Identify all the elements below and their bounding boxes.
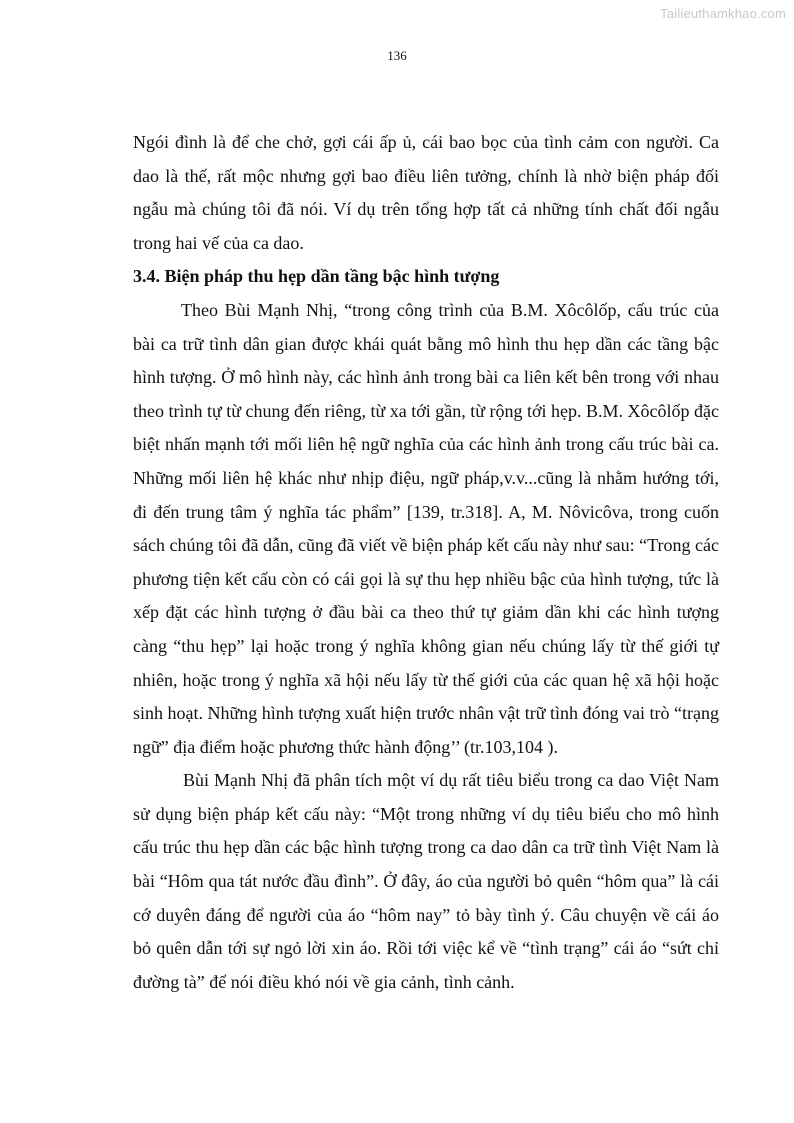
paragraph-3: Bùi Mạnh Nhị đã phân tích một ví dụ rất tiêu biểu trong ca dao Việt Nam sử dụng biện pháp kết cấu này: “Một trong những ví dụ tiêu biểu cho mô hình cấu trúc thu hẹp dần các bậc hình tượng trong ca dao dân ca trữ tình Việt Nam là bài “Hôm qua tát nước đầu đình”. Ở đây, áo của người bỏ quên “hôm qua” là cái cớ duyên đáng để người của áo “hôm nay” tỏ bày tình ý. Câu chuyện về cái áo bỏ quên dẫn tới sự ngỏ lời xin áo. Rồi tới việc kể về “tình trạng” cái áo “sứt chỉ đường tà” để nói điều khó nói về gia cảnh, tình cảnh. (133, 770, 719, 992)
paragraph-2: Theo Bùi Mạnh Nhị, “trong công trình của B.M. Xôcôlốp, cấu trúc của bài ca trữ tình dân gian được khái quát bằng mô hình thu hẹp dần các tầng bậc hình tượng. Ở mô hình này, các hình ảnh trong bài ca liên kết bên trong với nhau theo trình tự từ chung đến riêng, từ xa tới gần, từ rộng tới hẹp. B.M. Xôcôlốp đặc biệt nhấn mạnh tới mối liên hệ ngữ nghĩa của các hình ảnh trong cấu trúc bài ca. Những mối liên hệ khác như nhịp điệu, ngữ pháp,v.v...cũng là nhằm hướng tới, đi đến trung tâm ý nghĩa tác phẩm” [139, tr.318]. A, M. Nôvicôva, trong cuốn sách chúng tôi đã dẫn, cũng đã viết về biện pháp kết cấu này như sau: “Trong các phương tiện kết cấu còn có cái gọi là sự thu hẹp nhiều bậc của hình tượng, tức là xếp đặt các hình tượng ở đầu bài ca theo thứ tự giảm dần khi các hình tượng càng “thu hẹp” lại hoặc trong ý nghĩa không gian nếu chúng lấy từ thế giới tự nhiên, hoặc trong ý nghĩa xã hội nếu lấy từ thế giới của các quan hệ xã hội hoặc sinh hoạt. Những hình tượng xuất hiện trước nhân vật trữ tình đóng vai trò “trạng ngữ” địa điểm hoặc phương thức hành động’’ (tr.103,104 ). (133, 299, 719, 757)
document-body (133, 126, 719, 999)
section-heading: 3.4. Biện pháp thu hẹp dần tầng bậc hình tượng (133, 266, 500, 287)
paragraph-1: Ngói đình là để che chở, gợi cái ấp ủ, cái bao bọc của tình cảm con người. Ca dao là thế, rất mộc nhưng gợi bao điều liên tưởng, chính là nhờ biện pháp đối ngẫu mà chúng tôi đã nói. Ví dụ trên tổng hợp tất cả những tính chất đối ngẫu trong hai vế của ca dao. (133, 132, 719, 253)
watermark: Tailieuthamkhao.com (660, 6, 786, 21)
page-number: 136 (387, 48, 407, 63)
